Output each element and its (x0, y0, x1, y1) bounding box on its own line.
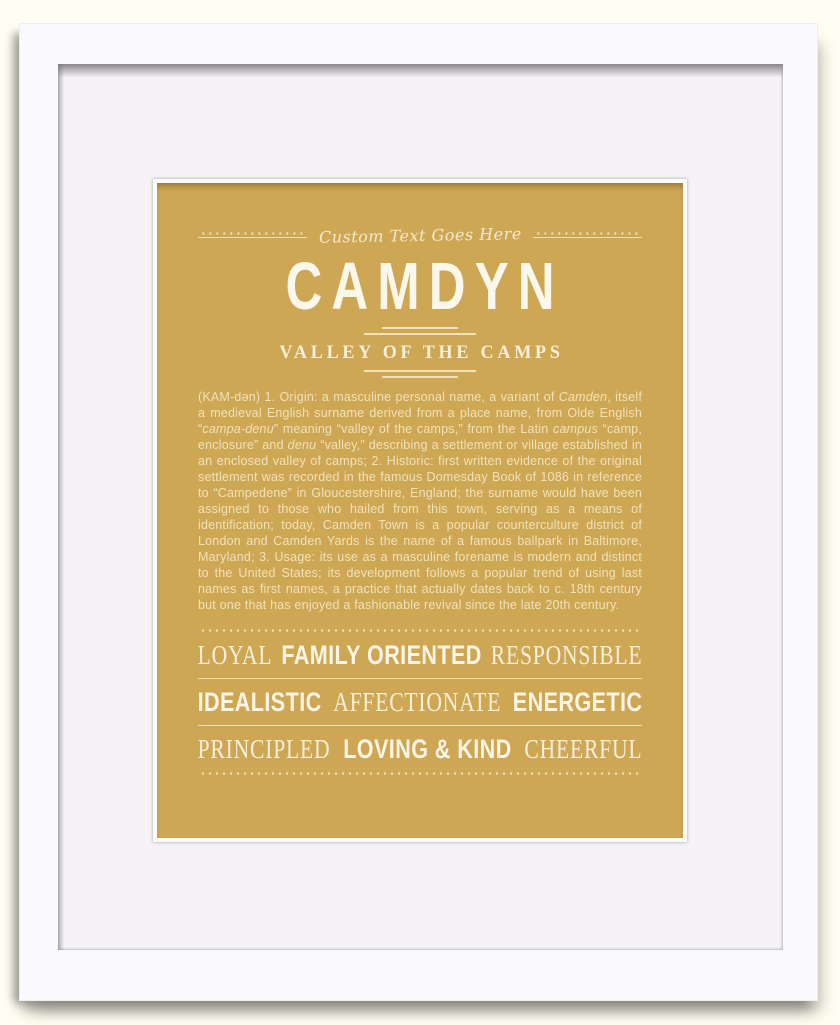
description-segment: (KAM-dən) 1. Origin: a masculine personal name, a variant of (198, 390, 559, 404)
divider-above-meaning (364, 327, 476, 335)
trait-row (198, 686, 643, 718)
name-meaning-subtitle: VALLEY OF THE CAMPS (279, 342, 565, 363)
description-segment: “valley,” describing a settlement or village established in an enclosed valley of camps; 2. Historic: first written evidence of the original settlement was recorded in the famous Domesday Book of 1086 in reference to “Campedene” in Gloucestershire, England; the surname would have been assigned to those who hailed from this town, serving as a means of identification; today, Camden Town is a popular counterculture district of London and Camden Yards is the name of a famous ballpark in Baltimore, Maryland; 3. Usage: its use as a masculine forename is modern and distinct to the United States; its development follows a popular trend of using last names as first names, a practice that actually dates back to c. 18th century but one that has enjoyed a fashionable revival since the late 20th century. (198, 438, 642, 612)
description-segment: ” meaning “valley of the camps,” from the Latin (273, 422, 554, 436)
dotted-rule (198, 232, 307, 235)
description-segment: Camden (558, 390, 608, 404)
thin-rule (533, 237, 642, 238)
trait-divider-rule (198, 725, 642, 726)
divider-below-meaning (364, 370, 476, 378)
trait-word: FAMILY ORIENTED (281, 640, 482, 670)
trait-word: LOYAL (197, 640, 273, 670)
trait-word: RESPONSIBLE (490, 640, 643, 670)
description-segment: “camp, enclosure” and (198, 422, 642, 452)
trait-word: IDEALISTIC (197, 687, 322, 717)
left-dotted-flourish (198, 232, 307, 238)
name-description-paragraph (198, 389, 642, 613)
description-segment: , itself a medieval English surname derived from a place name, from Olde English “ (198, 390, 643, 436)
dotted-rule (533, 232, 642, 235)
trait-divider-rule (198, 678, 642, 679)
trait-word: CHEERFUL (524, 734, 643, 764)
trait-word: AFFECTIONATE (333, 687, 502, 717)
trait-word: ENERGETIC (512, 687, 643, 717)
art-print-content (157, 183, 683, 838)
thin-rule (198, 237, 307, 238)
trait-word: PRINCIPLED (197, 734, 331, 764)
trait-word: LOVING & KIND (343, 734, 512, 764)
description-segment: campus (553, 422, 598, 436)
picture-frame (19, 23, 818, 1001)
traits-section (198, 629, 642, 775)
trait-row (198, 639, 643, 671)
art-print (153, 179, 687, 842)
custom-text-label: Custom Text Goes Here (318, 223, 522, 247)
trait-row (198, 733, 643, 765)
dotted-rule-bottom (198, 772, 642, 775)
description-segment: campa-denu (202, 422, 274, 436)
right-dotted-flourish (533, 232, 642, 238)
description-segment: denu (287, 438, 317, 452)
mat-board (58, 64, 783, 950)
dotted-rule-top (198, 629, 642, 632)
custom-text-header (198, 225, 642, 245)
name-title: CAMDYN (285, 249, 564, 324)
